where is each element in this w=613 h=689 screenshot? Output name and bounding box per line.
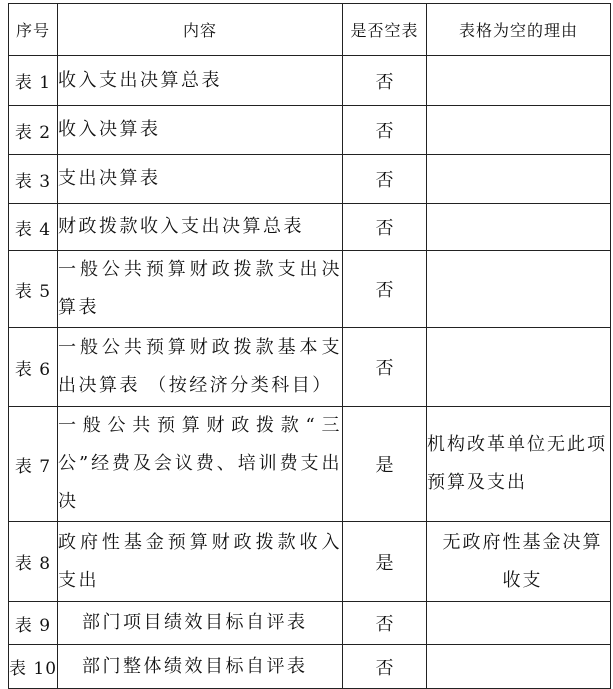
row-num: 表 7 <box>9 407 58 522</box>
row-empty-flag: 否 <box>343 155 427 204</box>
row-reason: 无政府性基金决算收支 <box>427 522 611 602</box>
row-reason <box>427 204 611 251</box>
row-reason <box>427 56 611 106</box>
row-content: 一般公共预算财政拨款“三公”经费及会议费、培训费支出决 <box>58 407 343 522</box>
row-content: 收入支出决算总表 <box>58 56 343 106</box>
row-content: 政府性基金预算财政拨款收入支出 <box>58 522 343 602</box>
header-num: 序号 <box>9 4 58 56</box>
row-empty-flag: 是 <box>343 522 427 602</box>
table-row <box>9 106 611 155</box>
table-row <box>9 602 611 645</box>
row-content: 部门项目绩效目标自评表 <box>58 602 343 645</box>
row-reason <box>427 602 611 645</box>
table-row <box>9 204 611 251</box>
table-header-row <box>9 4 611 56</box>
row-num: 表 8 <box>9 522 58 602</box>
row-empty-flag: 否 <box>343 106 427 155</box>
row-reason <box>427 645 611 689</box>
table-row <box>9 522 611 602</box>
row-content: 支出决算表 <box>58 155 343 204</box>
row-empty-flag: 否 <box>343 602 427 645</box>
row-empty-flag: 否 <box>343 645 427 689</box>
final-accounts-table <box>8 3 611 689</box>
row-num: 表 2 <box>9 106 58 155</box>
row-num: 表 9 <box>9 602 58 645</box>
row-content: 一般公共预算财政拨款支出决算表 <box>58 251 343 328</box>
row-content: 收入决算表 <box>58 106 343 155</box>
row-num: 表 10 <box>9 645 58 689</box>
header-empty: 是否空表 <box>343 4 427 56</box>
row-num: 表 3 <box>9 155 58 204</box>
row-num: 表 4 <box>9 204 58 251</box>
header-reason: 表格为空的理由 <box>427 4 611 56</box>
row-content: 一般公共预算财政拨款基本支出决算表 （按经济分类科目） <box>58 328 343 407</box>
row-empty-flag: 否 <box>343 204 427 251</box>
row-reason: 机构改革单位无此项预算及支出 <box>427 407 611 522</box>
table-row <box>9 328 611 407</box>
row-empty-flag: 否 <box>343 251 427 328</box>
row-num: 表 6 <box>9 328 58 407</box>
row-num: 表 1 <box>9 56 58 106</box>
row-empty-flag: 否 <box>343 328 427 407</box>
table-row <box>9 407 611 522</box>
row-empty-flag: 是 <box>343 407 427 522</box>
row-reason <box>427 155 611 204</box>
row-num: 表 5 <box>9 251 58 328</box>
table-row <box>9 251 611 328</box>
table-row <box>9 56 611 106</box>
row-empty-flag: 否 <box>343 56 427 106</box>
row-reason <box>427 251 611 328</box>
row-reason <box>427 106 611 155</box>
table-row <box>9 155 611 204</box>
header-content: 内容 <box>58 4 343 56</box>
table-row <box>9 645 611 689</box>
row-content: 部门整体绩效目标自评表 <box>58 645 343 689</box>
row-reason <box>427 328 611 407</box>
row-content: 财政拨款收入支出决算总表 <box>58 204 343 251</box>
